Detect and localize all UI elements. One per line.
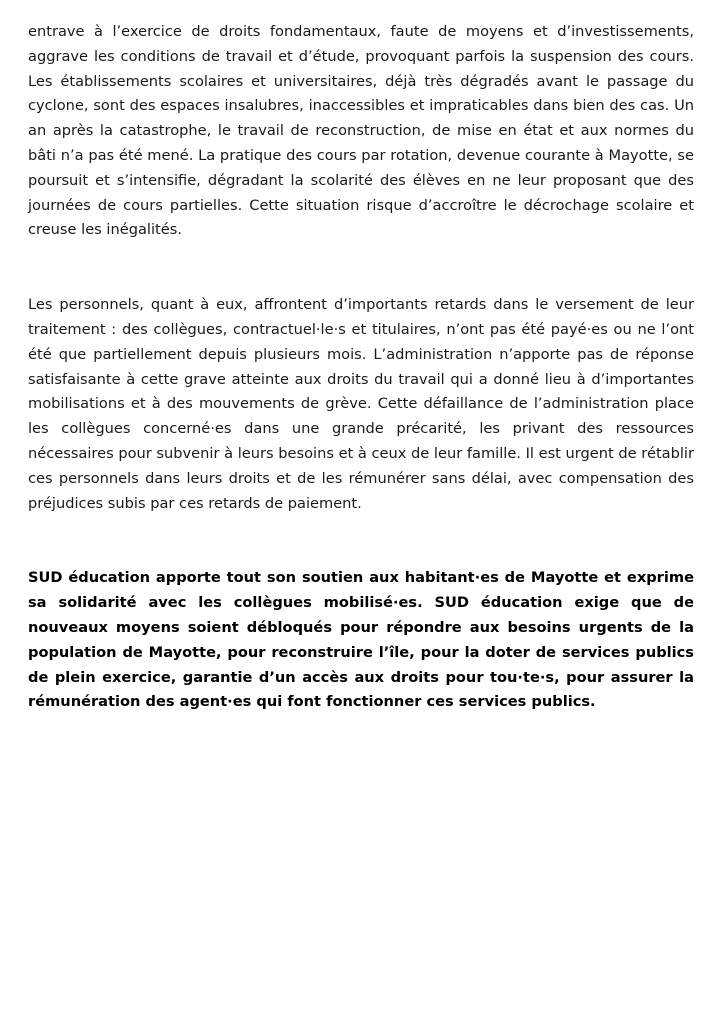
document-page [28, 20, 694, 715]
paragraph-sud-education-statement: SUD éducation apporte tout son soutien aux habitant·es de Mayotte et exprime sa solidarité avec les collègues mobilisé·es. SUD éducation exige que de nouveaux moyens soient débloqués pour répondre aux besoins urgents de la population de Mayotte, pour reconstruire l’île, pour la doter de services publics de plein exercice, garantie d’un accès aux droits pour tou·te·s, pour assurer la rémunération des agent·es qui font fonctionner ces services publics. [28, 569, 694, 711]
paragraph-education-conditions: entrave à l’exercice de droits fondamentaux, faute de moyens et d’investissements, aggrave les conditions de travail et d’étude, provoquant parfois la suspension des cours. Les établissements scolaires et universitaires, déjà très dégradés avant le passage du cyclone, sont des espaces insalubres, inaccessibles et impraticables dans bien des cas. Un an après la catastrophe, le travail de reconstruction, de mise en état et aux normes du bâti n’a pas été mené. La pratique des cours par rotation, devenue courante à Mayotte, se poursuit et s’intensifie, dégradant la scolarité des élèves en ne leur proposant que des journées de cours partielles. Cette situation risque d’accroître le décrochage scolaire et creuse les inégalités. [28, 23, 694, 239]
paragraph-staff-salary-delays: Les personnels, quant à eux, affrontent d’importants retards dans le versement de leur traitement : des collègues, contractuel·le·s et titulaires, n’ont pas été payé·es ou ne l’ont été que partiellement depuis plusieurs mois. L’administration n’apporte pas de réponse satisfaisante à cette grave atteinte aux droits du travail qui a donné lieu à d’importantes mobilisations et à des mouvements de grève. Cette défaillance de l’administration place les collègues concerné·es dans une grande précarité, les privant des ressources nécessaires pour subvenir à leurs besoins et à ceux de leur famille. Il est urgent de rétablir ces personnels dans leurs droits et de les rémunérer sans délai, avec compensation des préjudices subis par ces retards de paiement. [28, 296, 694, 512]
